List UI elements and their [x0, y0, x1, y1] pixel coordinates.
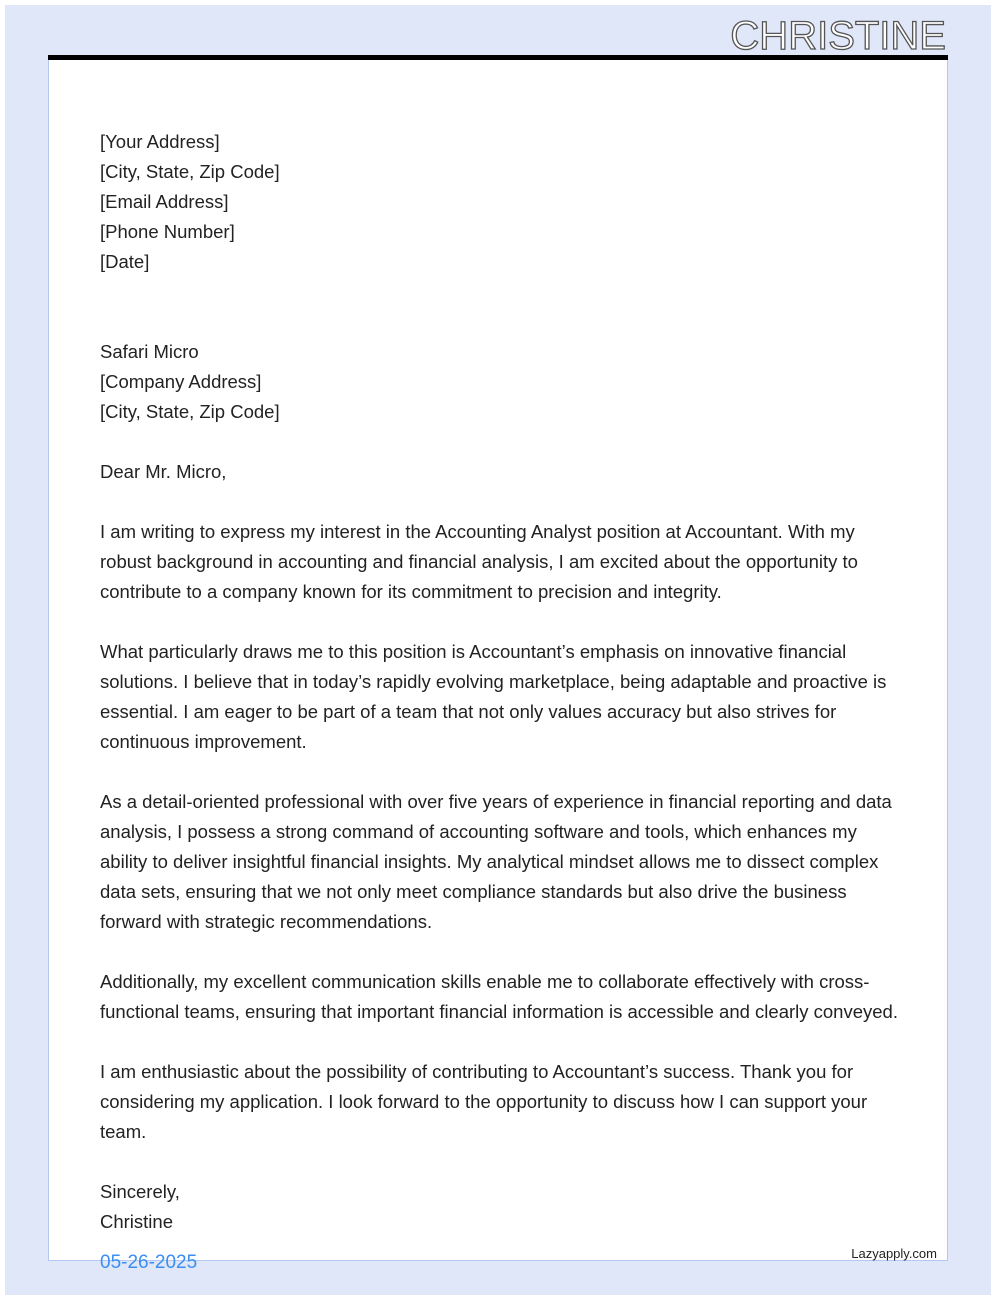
footer-date: 05-26-2025	[100, 1252, 198, 1273]
paragraph: As a detail-oriented professional with over five years of experience in financial reporting and data analysis, I possess a strong command of accounting software and tools, which enhances my ability to deliver insightful financial insights. My analytical mindset allows me to dissect complex data sets, ensuring that we not only meet compliance standards but also drive the business forward with strategic recommendations.	[100, 791, 892, 932]
paragraph: I am writing to express my interest in the Accounting Analyst position at Accountant. With my robust background in accounting and financial analysis, I am excited about the opportunity to contribute to a company known for its commitment to precision and integrity.	[100, 521, 858, 602]
header-name: CHRISTINE	[730, 14, 946, 58]
footer-brand: Lazyapply.com	[851, 1246, 937, 1261]
sender-line: [Your Address]	[100, 131, 220, 152]
recipient-line: [City, State, Zip Code]	[100, 401, 280, 422]
sender-line: [Date]	[100, 251, 150, 272]
letter-body	[100, 97, 900, 1237]
sender-line: [Email Address]	[100, 191, 229, 212]
sender-line: [Phone Number]	[100, 221, 235, 242]
paragraph: Additionally, my excellent communication skills enable me to collaborate effectively with cross-functional teams, ensuring that important financial information is accessible and clearly conveyed.	[100, 971, 898, 1022]
closing: Sincerely,	[100, 1181, 180, 1202]
salutation: Dear Mr. Micro,	[100, 461, 227, 482]
paragraph: What particularly draws me to this position is Accountant’s emphasis on innovative financial solutions. I believe that in today’s rapidly evolving marketplace, being adaptable and proactive is essential. I am eager to be part of a team that not only values accuracy but also strives for continuous improvement.	[100, 641, 887, 752]
recipient-line: [Company Address]	[100, 371, 262, 392]
sender-line: [City, State, Zip Code]	[100, 161, 280, 182]
paragraph: I am enthusiastic about the possibility of contributing to Accountant’s success. Thank you for considering my application. I look forward to the opportunity to discuss how I can support your team.	[100, 1061, 868, 1142]
signature: Christine	[100, 1211, 173, 1232]
recipient-line: Safari Micro	[100, 341, 199, 362]
